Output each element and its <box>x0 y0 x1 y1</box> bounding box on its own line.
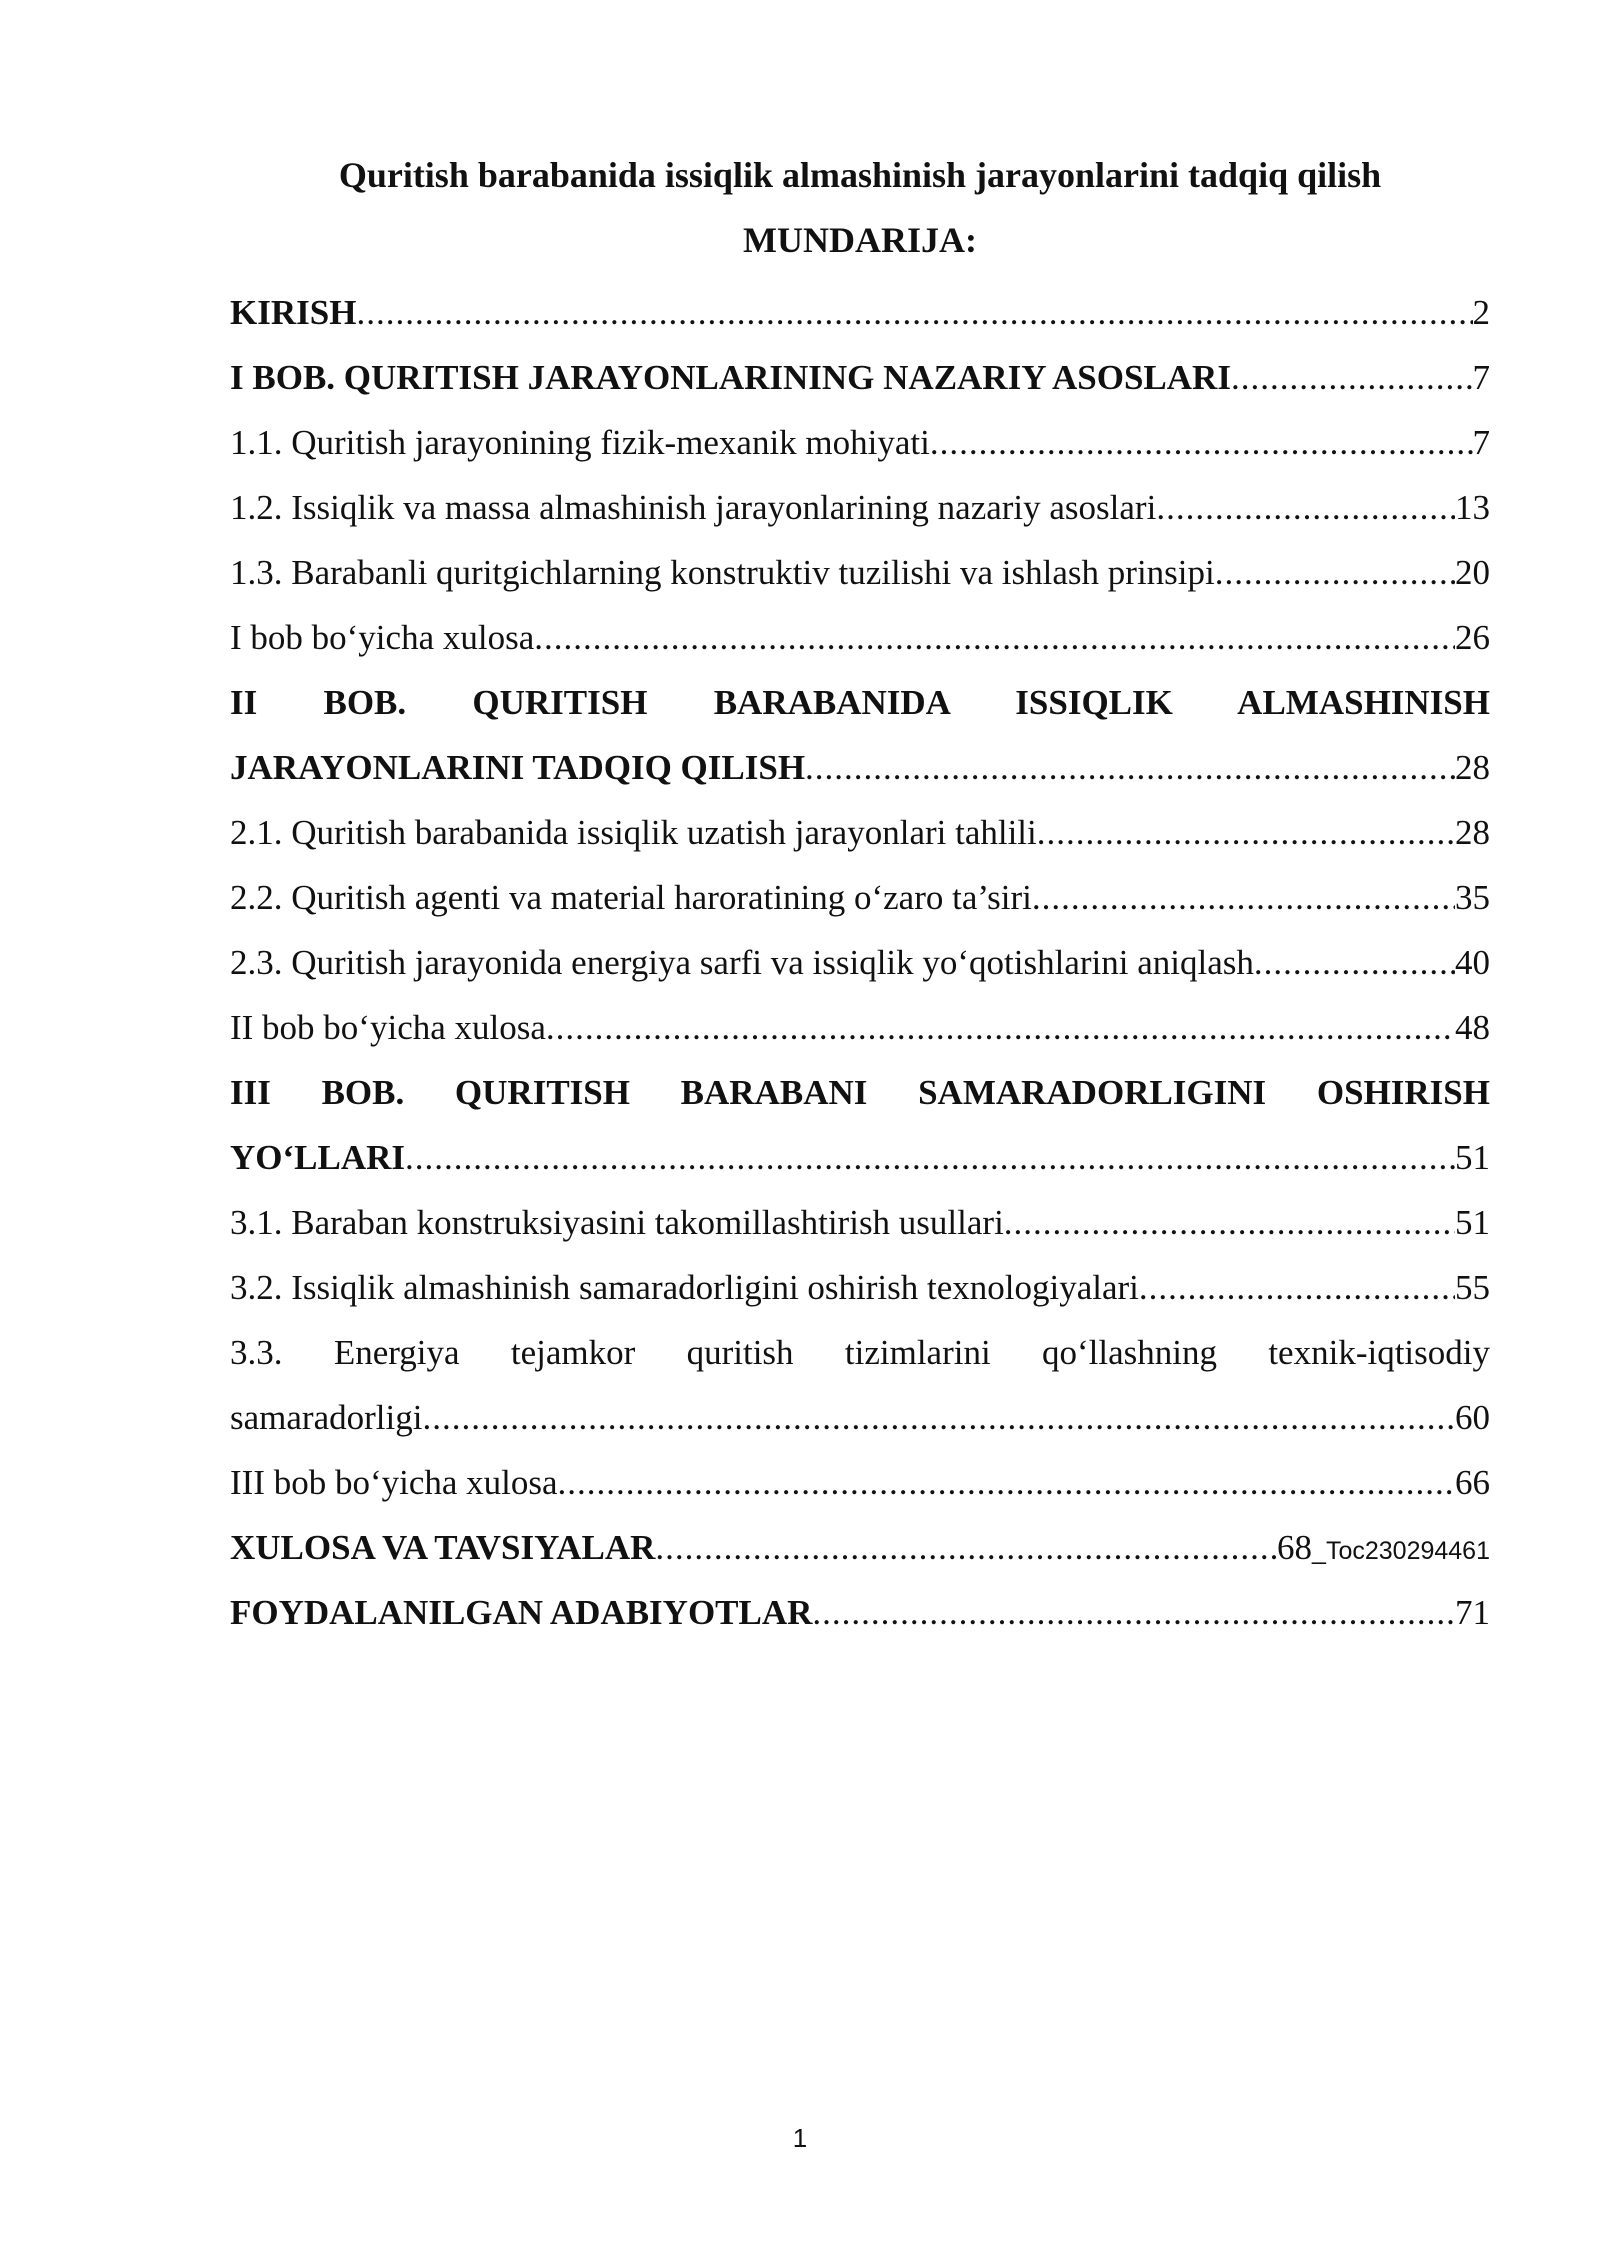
toc-page-number: 35 <box>1455 878 1490 917</box>
toc-entry-bob1[interactable] <box>230 345 1490 410</box>
toc-entry-bob3-line1[interactable] <box>230 1060 1490 1125</box>
toc-page-number: 40 <box>1455 943 1490 982</box>
toc-entry-2-3[interactable] <box>230 930 1490 995</box>
toc-leader-dots <box>1254 930 1455 995</box>
toc-page-number: 7 <box>1472 423 1490 462</box>
toc-entry-label: III bob bo‘yicha xulosa <box>230 1463 558 1502</box>
toc-leader-dots <box>356 280 1472 345</box>
toc-entry-label: 1.3. Barabanli quritgichlarning konstruktiv tuzilishi va ishlash prinsipi <box>230 553 1215 592</box>
toc-page-number: 68 <box>1277 1528 1313 1567</box>
toc-page-number: 2 <box>1472 293 1490 332</box>
toc-leader-dots <box>1037 800 1455 865</box>
toc-leader-dots <box>1139 1255 1455 1320</box>
toc-entry-label: 3.2. Issiqlik almashinish samaradorligini oshirish texnologiyalari <box>230 1268 1139 1307</box>
toc-page-number: 26 <box>1455 618 1490 657</box>
toc-bookmark-code: _Toc230294461 <box>1312 1537 1490 1565</box>
toc-entry-bob3-line2[interactable] <box>230 1125 1490 1190</box>
toc-leader-dots <box>1231 345 1473 410</box>
toc-entry-label: 3.1. Baraban konstruksiyasini takomillashtirish usullari <box>230 1203 1004 1242</box>
toc-leader-dots <box>655 1515 1277 1580</box>
toc-page-number: 55 <box>1455 1268 1490 1307</box>
toc-entry-label: 1.1. Quritish jarayonining fizik-mexanik mohiyati <box>230 423 930 462</box>
table-of-contents <box>230 280 1490 1645</box>
toc-leader-dots <box>534 605 1455 670</box>
toc-entry-label: JARAYONLARINI TADQIQ QILISH <box>230 748 806 787</box>
toc-entry-1-3[interactable] <box>230 540 1490 605</box>
toc-page-number: 7 <box>1472 358 1490 397</box>
toc-entry-label: 2.2. Quritish agenti va material haroratining o‘zaro ta’siri <box>230 878 1032 917</box>
toc-entry-label: KIRISH <box>230 293 357 332</box>
toc-entry-3-1[interactable] <box>230 1190 1490 1255</box>
toc-entry-bob2-line2[interactable] <box>230 735 1490 800</box>
toc-page-number: 66 <box>1455 1463 1490 1502</box>
toc-entry-label: samaradorligi <box>230 1398 423 1437</box>
toc-entry-1-1[interactable] <box>230 410 1490 475</box>
toc-entry-2-2[interactable] <box>230 865 1490 930</box>
toc-page-number: 71 <box>1455 1593 1490 1632</box>
toc-leader-dots <box>1156 475 1455 540</box>
toc-entry-kirish[interactable] <box>230 280 1490 345</box>
toc-leader-dots <box>405 1125 1455 1190</box>
toc-leader-dots <box>930 410 1473 475</box>
toc-entry-label: I bob bo‘yicha xulosa <box>230 618 535 657</box>
toc-entry-label: YO‘LLARI <box>230 1138 406 1177</box>
toc-leader-dots <box>1215 540 1455 605</box>
toc-entry-1-2[interactable] <box>230 475 1490 540</box>
toc-entry-label: 1.2. Issiqlik va massa almashinish jarayonlarining nazariy asoslari <box>230 488 1157 527</box>
toc-entry-label: XULOSA VA TAVSIYALAR <box>230 1528 656 1567</box>
toc-entry-xulosa-tavsiyalar[interactable] <box>230 1515 1490 1580</box>
toc-entry-label: 2.1. Quritish barabanida issiqlik uzatish jarayonlari tahlili <box>230 813 1037 852</box>
toc-leader-dots <box>1004 1190 1455 1255</box>
toc-entry-xulosa-2[interactable] <box>230 995 1490 1060</box>
toc-entry-label: III BOB. QURITISH BARABANI SAMARADORLIGINI OSHIRISH <box>230 1073 1490 1112</box>
toc-page-number: 20 <box>1455 553 1490 592</box>
toc-entry-label: I BOB. QURITISH JARAYONLARINING NAZARIY ASOSLARI <box>230 358 1231 397</box>
toc-leader-dots <box>422 1385 1455 1450</box>
toc-entry-xulosa-1[interactable] <box>230 605 1490 670</box>
toc-page-number: 48 <box>1455 1008 1490 1047</box>
toc-page-number: 51 <box>1455 1203 1490 1242</box>
toc-entry-3-2[interactable] <box>230 1255 1490 1320</box>
toc-entry-label: FOYDALANILGAN ADABIYOTLAR <box>230 1593 813 1632</box>
document-title: Quritish barabanida issiqlik almashinish jarayonlarini tadqiq qilish <box>338 155 1382 195</box>
toc-leader-dots <box>812 1580 1455 1645</box>
toc-entry-adabiyotlar[interactable] <box>230 1580 1490 1645</box>
toc-leader-dots <box>805 735 1455 800</box>
toc-heading: MUNDARIJA: <box>743 220 977 260</box>
toc-page-number: 51 <box>1455 1138 1490 1177</box>
toc-entry-label: 2.3. Quritish jarayonida energiya sarfi va issiqlik yo‘qotishlarini aniqlash <box>230 943 1254 982</box>
toc-page-number: 28 <box>1455 748 1490 787</box>
toc-entry-3-3-line1[interactable] <box>230 1320 1490 1385</box>
toc-entry-label: 3.3. Energiya tejamkor quritish tizimlarini qo‘llashning texnik-iqtisodiy <box>230 1333 1490 1372</box>
toc-entry-bob2-line1[interactable] <box>230 670 1490 735</box>
page-number: 1 <box>792 2123 808 2153</box>
toc-page-number: 13 <box>1455 488 1490 527</box>
toc-page-number: 28 <box>1455 813 1490 852</box>
toc-leader-dots <box>558 1450 1455 1515</box>
toc-entry-label: II bob bo‘yicha xulosa <box>230 1008 546 1047</box>
toc-entry-label: II BOB. QURITISH BARABANIDA ISSIQLIK ALMASHINISH <box>230 683 1490 722</box>
toc-entry-3-3-line2[interactable] <box>230 1385 1490 1450</box>
toc-page-number: 60 <box>1455 1398 1490 1437</box>
toc-leader-dots <box>546 995 1455 1060</box>
toc-leader-dots <box>1032 865 1455 930</box>
toc-entry-xulosa-3[interactable] <box>230 1450 1490 1515</box>
toc-entry-2-1[interactable] <box>230 800 1490 865</box>
